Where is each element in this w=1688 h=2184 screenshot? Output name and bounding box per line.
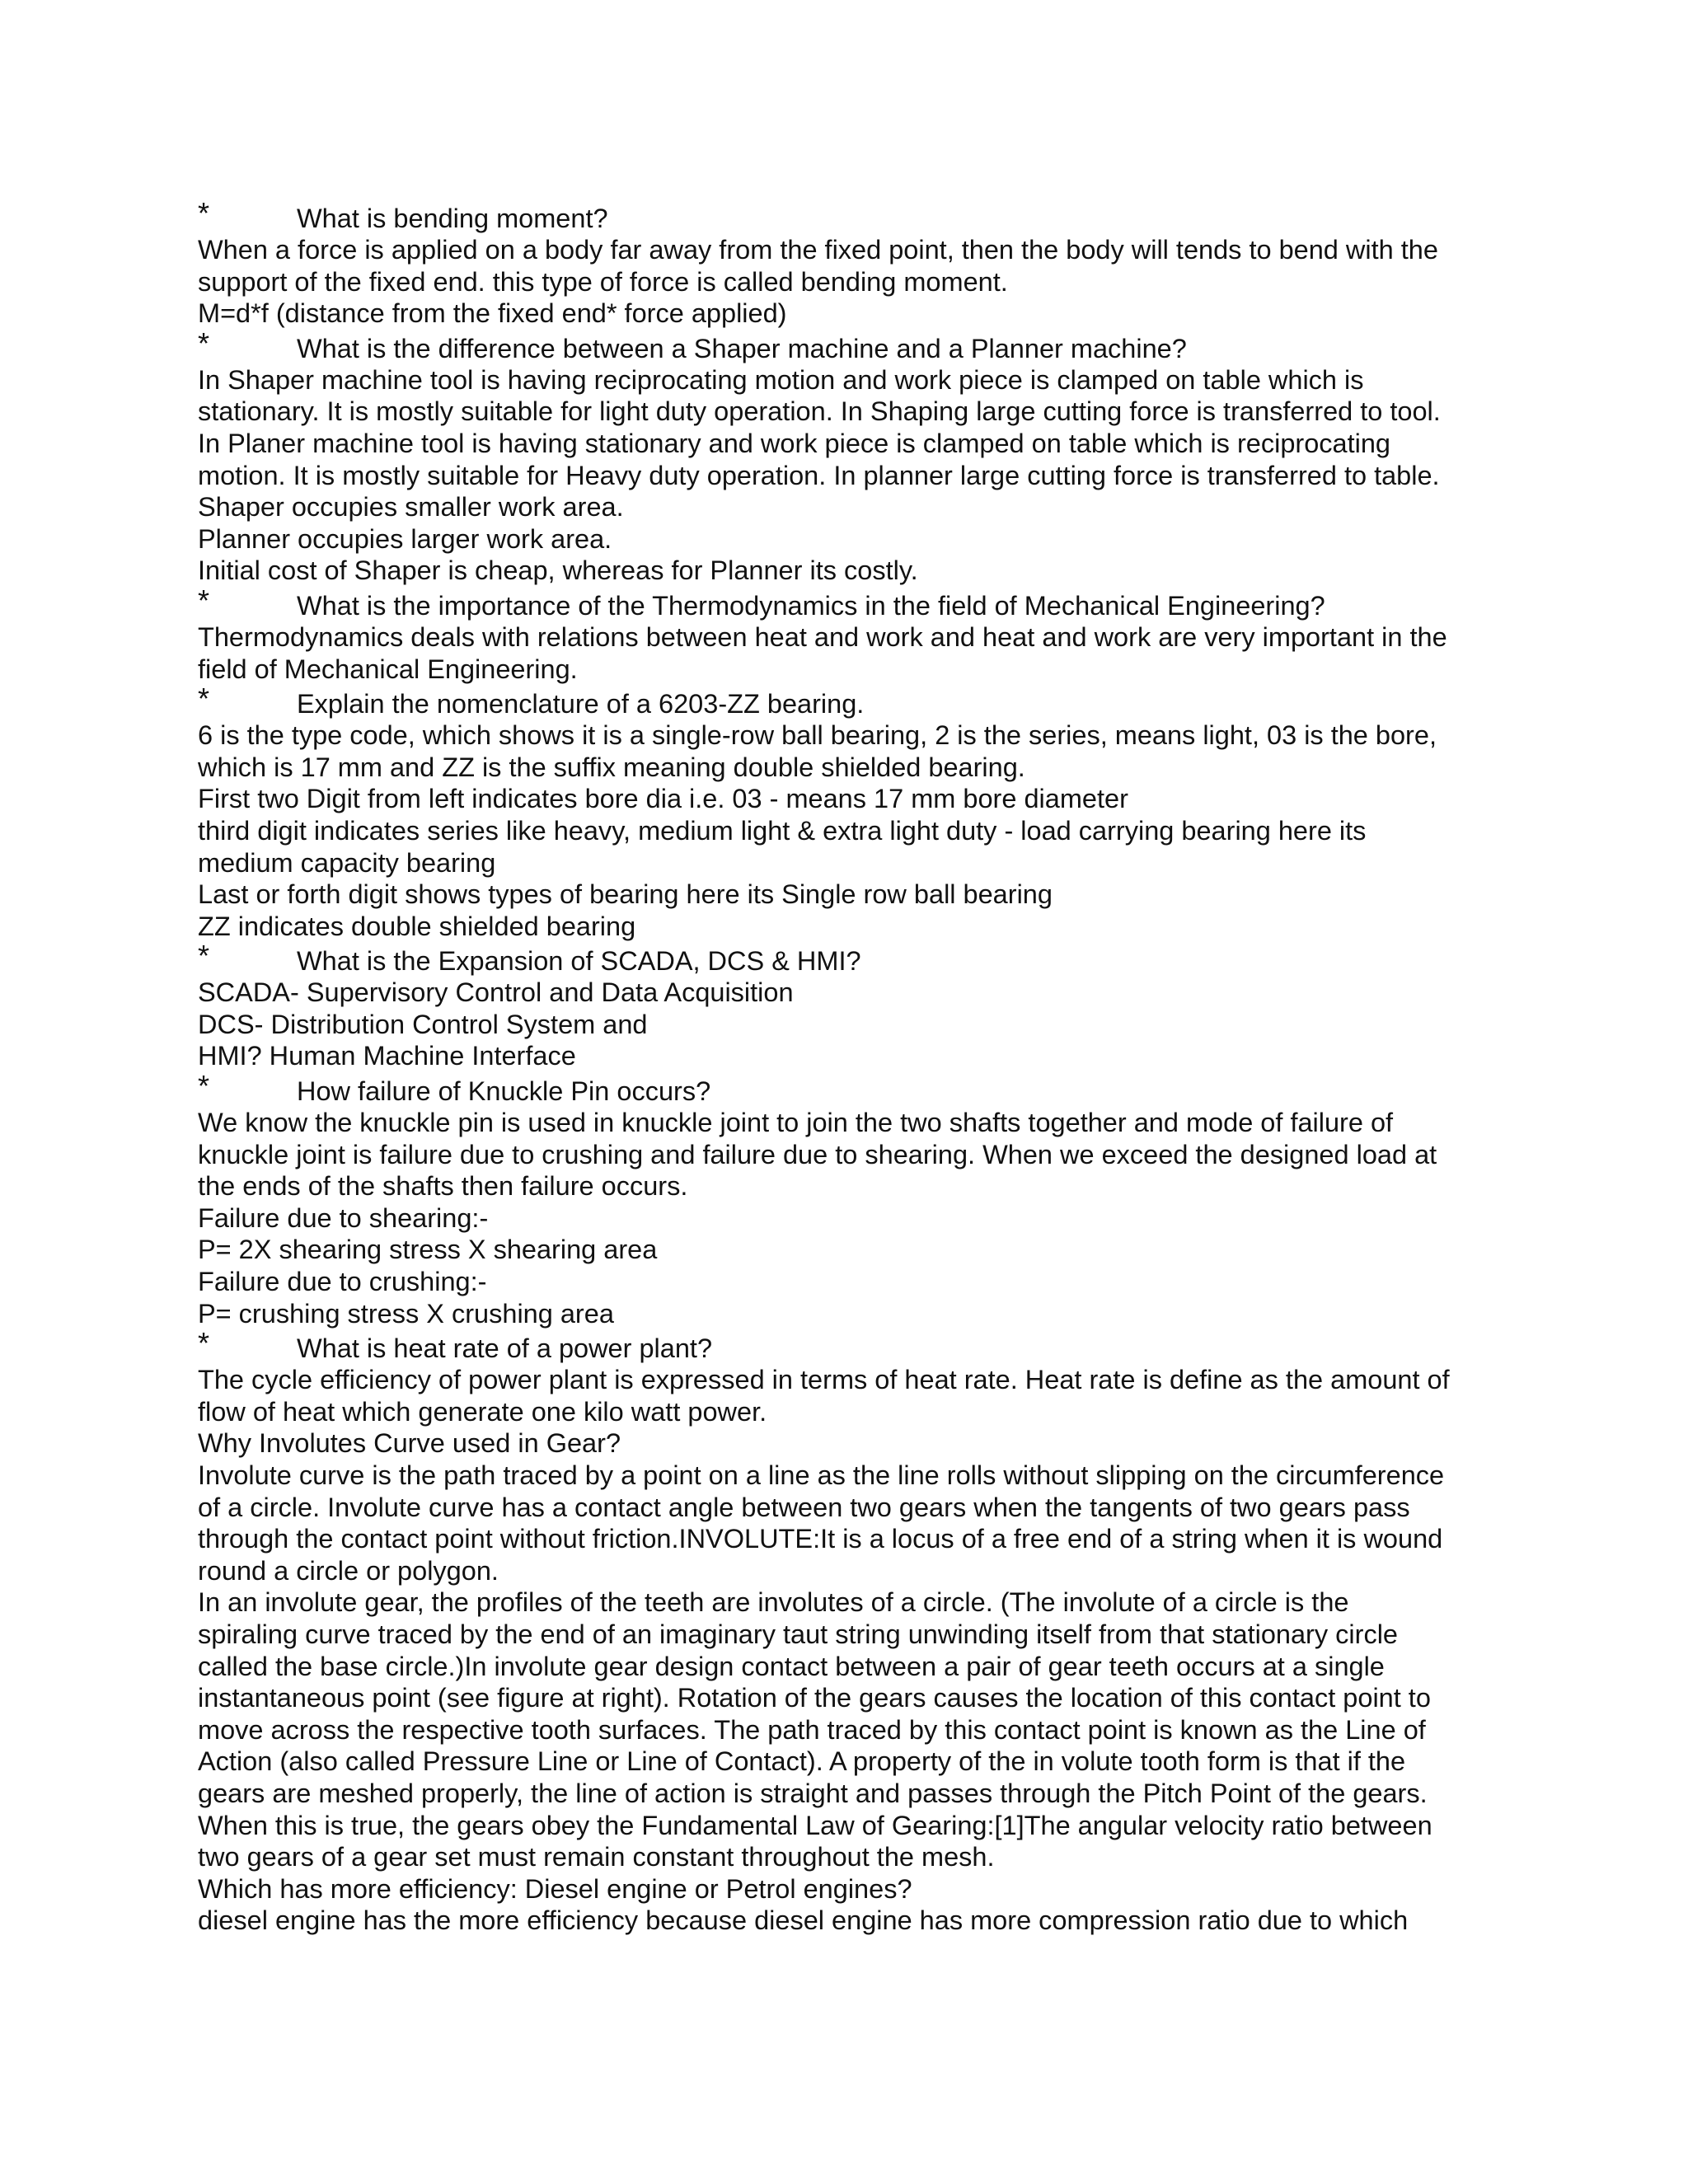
document-page (198, 196, 1500, 1937)
body-text-line: Planner occupies larger work area. (198, 523, 612, 554)
body-text-line: P= crushing stress X crushing area (198, 1298, 614, 1329)
body-text-line: of a circle. Involute curve has a contact angle between two gears when the tangents of two gears pass (198, 1492, 1410, 1522)
question-text: What is bending moment? (297, 204, 608, 233)
body-text-line: instantaneous point (see figure at right). Rotation of the gears causes the location of this contact point to (198, 1683, 1431, 1713)
body-text-line: In Planer machine tool is having stationary and work piece is clamped on table which is reciprocating (198, 428, 1391, 458)
question-heading (198, 939, 1500, 977)
body-text-line: ZZ indicates double shielded bearing (198, 911, 636, 941)
body-text-line: SCADA- Supervisory Control and Data Acquisition (198, 977, 794, 1008)
body-text-line: through the contact point without friction.INVOLUTE:It is a locus of a free end of a string when it is wound (198, 1524, 1443, 1554)
question-text: What is the difference between a Shaper machine and a Planner machine? (297, 333, 1187, 363)
body-text-line: Involute curve is the path traced by a point on a line as the line rolls without slipping on the circumference (198, 1460, 1445, 1490)
body-text-line: P= 2X shearing stress X shearing area (198, 1235, 658, 1265)
body-text-line: First two Digit from left indicates bore dia i.e. 03 - means 17 mm bore diameter (198, 784, 1128, 814)
body-text-line: The cycle efficiency of power plant is expressed in terms of heat rate. Heat rate is define as the amount of (198, 1365, 1450, 1395)
body-text-line: Failure due to shearing:- (198, 1202, 489, 1233)
body-text-line: flow of heat which generate one kilo watt power. (198, 1396, 767, 1427)
asterisk-bullet-icon: * (198, 326, 210, 360)
body-text-line: In Shaper machine tool is having reciprocating motion and work piece is clamped on table which is (198, 364, 1364, 395)
body-text-line: 6 is the type code, which shows it is a single-row ball bearing, 2 is the series, means light, 03 is the bore, (198, 720, 1437, 751)
body-text-line: gears are meshed properly, the line of action is straight and passes through the Pitch Point of the gears. (198, 1778, 1428, 1808)
question-heading (198, 1326, 1500, 1364)
body-text-line: support of the fixed end. this type of force is called bending moment. (198, 266, 1008, 297)
question-text: What is heat rate of a power plant? (297, 1333, 713, 1364)
body-text-line: called the base circle.)In involute gear design contact between a pair of gear teeth occurs at a single (198, 1651, 1385, 1681)
body-text-line: Why Involutes Curve used in Gear? (198, 1428, 621, 1459)
body-text-line: When this is true, the gears obey the Fundamental Law of Gearing:[1]The angular velocity ratio between (198, 1810, 1432, 1840)
body-text-line: Initial cost of Shaper is cheap, whereas for Planner its costly. (198, 555, 918, 586)
asterisk-bullet-icon: * (198, 939, 210, 973)
body-text-line: knuckle joint is failure due to crushing and failure due to shearing. When we exceed the designed load at (198, 1139, 1437, 1169)
question-heading (198, 196, 1500, 234)
question-text: Explain the nomenclature of a 6203-ZZ bearing. (297, 689, 865, 719)
body-text-line: spiraling curve traced by the end of an imaginary taut string unwinding itself from that stationary circle (198, 1619, 1398, 1649)
body-text-line: We know the knuckle pin is used in knuckle joint to join the two shafts together and mode of failure of (198, 1108, 1394, 1138)
body-text-line: the ends of the shafts then failure occurs. (198, 1171, 688, 1202)
body-text-line: Shaper occupies smaller work area. (198, 492, 624, 523)
question-heading (198, 682, 1500, 719)
body-text-line: Last or forth digit shows types of bearing here its Single row ball bearing (198, 879, 1053, 910)
body-text-line: M=d*f (distance from the fixed end* force applied) (198, 298, 787, 329)
body-text-line: Failure due to crushing:- (198, 1267, 487, 1297)
body-text-line: Which has more efficiency: Diesel engine or Petrol engines? (198, 1873, 912, 1904)
body-text-line: Thermodynamics deals with relations between heat and work and heat and work are very important in the (198, 621, 1447, 652)
body-text-line: round a circle or polygon. (198, 1555, 499, 1586)
body-text-line: two gears of a gear set must remain constant throughout the mesh. (198, 1842, 995, 1872)
asterisk-bullet-icon: * (198, 1326, 210, 1361)
body-text-line: DCS- Distribution Control System and (198, 1009, 648, 1039)
asterisk-bullet-icon: * (198, 583, 210, 617)
asterisk-bullet-icon: * (198, 1069, 210, 1104)
body-text-line: which is 17 mm and ZZ is the suffix meaning double shielded bearing. (198, 752, 1025, 782)
question-heading (198, 583, 1500, 621)
body-text-line: diesel engine has the more efficiency because diesel engine has more compression ratio due to which (198, 1905, 1409, 1936)
body-text-line: When a force is applied on a body far away from the fixed point, then the body will tends to bend with the (198, 235, 1438, 265)
body-text-line: In an involute gear, the profiles of the teeth are involutes of a circle. (The involute of a circle is the (198, 1587, 1349, 1618)
question-heading (198, 1069, 1500, 1107)
asterisk-bullet-icon: * (198, 196, 210, 230)
question-text: What is the importance of the Thermodynamics in the field of Mechanical Engineering? (297, 590, 1325, 621)
asterisk-bullet-icon: * (198, 682, 210, 716)
question-heading (198, 326, 1500, 364)
body-text-line: Action (also called Pressure Line or Line of Contact). A property of the in volute tooth form is that if the (198, 1746, 1406, 1777)
body-text-line: field of Mechanical Engineering. (198, 654, 578, 684)
body-text-line: move across the respective tooth surfaces. The path traced by this contact point is known as the Line of (198, 1714, 1426, 1745)
body-text-line: medium capacity bearing (198, 847, 496, 878)
body-text-line: motion. It is mostly suitable for Heavy duty operation. In planner large cutting force is transferred to table. (198, 460, 1440, 490)
body-text-line: third digit indicates series like heavy, medium light & extra light duty - load carrying bearing here its (198, 815, 1367, 846)
question-text: How failure of Knuckle Pin occurs? (297, 1076, 711, 1107)
body-text-line: HMI? Human Machine Interface (198, 1041, 576, 1071)
body-text-line: stationary. It is mostly suitable for light duty operation. In Shaping large cutting force is transferred to tool. (198, 396, 1441, 427)
question-text: What is the Expansion of SCADA, DCS & HMI? (297, 946, 861, 977)
